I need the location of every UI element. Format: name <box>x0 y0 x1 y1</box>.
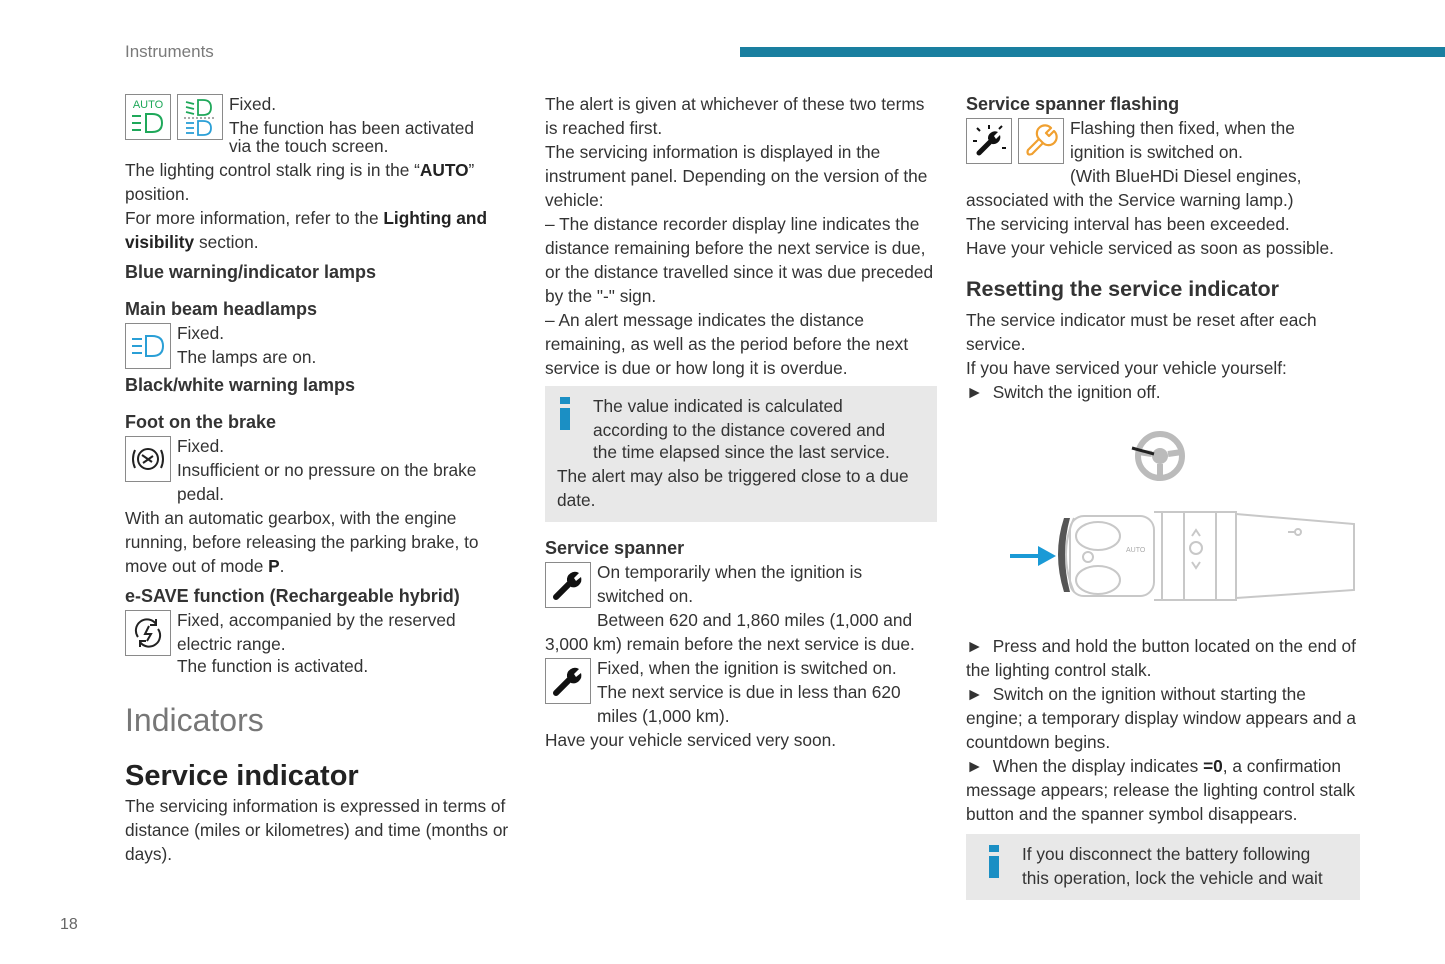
brake-block <box>125 434 515 578</box>
spanner-between-text: Between 620 and 1,860 miles (1,000 and 3,000 km) remain before the next service is due. <box>545 610 915 654</box>
flashing-block <box>966 116 1360 260</box>
column-2 <box>545 92 937 752</box>
bullet-marker: ► <box>966 382 984 402</box>
step-2-text: Press and hold the button located on the end of the lighting control stalk. <box>966 636 1356 680</box>
dash-item-2: – An alert message indicates the distance remaining, as well as the period before the next service is due or how long it is overdue. <box>545 310 909 378</box>
stalk-text-pre: The lighting control stalk ring is in the “ <box>125 160 420 180</box>
bluehdi-text: (With BlueHDi Diesel engines, associated with the Service warning lamp.) <box>966 166 1302 210</box>
step-3 <box>966 682 1360 754</box>
step-4-bold: =0 <box>1203 756 1223 776</box>
step-4-pre: When the display indicates <box>992 756 1204 776</box>
stalk-text-post: ” <box>468 160 475 180</box>
spanner-heading: Service spanner <box>545 538 685 558</box>
stalk-text-bold: AUTO <box>419 160 469 180</box>
brake-auto-bold: P <box>268 556 280 576</box>
step-2 <box>966 634 1360 682</box>
esave-icon <box>125 610 171 656</box>
info1-line1: The value indicated is calculated <box>593 396 843 416</box>
spanner-icon <box>545 658 591 704</box>
auto-badge-text: AUTO <box>132 98 164 111</box>
blue-lamps-heading: Blue warning/indicator lamps <box>125 262 377 282</box>
info-icon <box>986 842 1012 890</box>
service-indicator-title: Service indicator <box>125 760 359 792</box>
spanner-icon <box>545 562 591 608</box>
auto-lamp-block <box>125 92 515 254</box>
header-accent-bar <box>740 47 1445 57</box>
esave-block <box>125 608 515 678</box>
stalk-text-cont: position. <box>125 184 190 204</box>
dipped-headlamp-icon <box>177 94 223 140</box>
dash-item-1: – The distance recorder display line indicates the distance remaining before the next service is due, or the distance travelled since it was due preceded by the "-" sign. <box>545 214 934 306</box>
asap-text: Have your vehicle serviced as soon as possible. <box>966 238 1334 258</box>
main-beam-block <box>125 321 515 371</box>
step-1 <box>966 380 1360 404</box>
brake-text2: pedal. <box>177 484 225 504</box>
step-4-post: , a confirmation message appears; release the lighting control stalk button and the spanner symbol disappears. <box>966 756 1356 824</box>
bullet-marker: ► <box>966 636 984 656</box>
stalk-illustration <box>966 404 1360 634</box>
auto-headlamp-icon <box>125 94 171 140</box>
main-beam-fixed: Fixed. <box>177 323 225 343</box>
brake-heading: Foot on the brake <box>125 412 277 432</box>
lighting-stalk-illustration <box>1066 512 1354 600</box>
indicators-title: Indicators <box>125 702 264 738</box>
brake-auto-post: . <box>279 556 285 576</box>
lighting-section-reference: Lighting and visibility <box>125 208 488 252</box>
spanner-fixed-block <box>545 656 937 752</box>
flashing-heading: Service spanner flashing <box>966 94 1180 114</box>
column-3 <box>966 92 1360 900</box>
esave-text1: Fixed, accompanied by the reserved <box>177 610 456 630</box>
brake-text1: Insufficient or no pressure on the brake <box>177 460 477 480</box>
info-icon <box>557 394 583 442</box>
orange-spanner-icon <box>1018 118 1064 164</box>
spanner-soon-text: Have your vehicle serviced very soon. <box>545 730 837 750</box>
main-beam-heading: Main beam headlamps <box>125 299 318 319</box>
more-info-pre: For more information, refer to the <box>125 208 384 228</box>
flashing-text2: ignition is switched on. <box>1070 142 1243 162</box>
esave-activated: The function is activated. <box>177 656 369 676</box>
info-box-calculated <box>545 386 937 522</box>
brake-pedal-icon <box>125 436 171 482</box>
column-1 <box>125 92 515 866</box>
info1-extra: The alert may also be triggered close to a due date. <box>557 466 909 510</box>
more-info-post: section. <box>194 232 259 252</box>
bullet-marker: ► <box>966 684 984 704</box>
step-3-text: Switch on the ignition without starting the engine; a temporary display window appears and a countdown begins. <box>966 684 1357 752</box>
stalk-auto-label: AUTO <box>1126 547 1146 554</box>
page-number: 18 <box>60 916 78 933</box>
display-text: The servicing information is displayed in the instrument panel. Depending on the version of the vehicle: <box>545 142 928 210</box>
info-box-battery <box>966 834 1360 900</box>
stalk-text <box>125 158 515 206</box>
auto-text-line2: via the touch screen. <box>229 136 389 156</box>
main-beam-icon <box>125 323 171 369</box>
reset-yourself: If you have serviced your vehicle yourself: <box>966 358 1287 378</box>
main-beam-text: The lamps are on. <box>177 347 317 367</box>
step-1-text: Switch the ignition off. <box>992 382 1161 402</box>
flashing-text1: Flashing then fixed, when the <box>1070 118 1295 138</box>
reset-intro: The service indicator must be reset after each service. <box>966 310 1317 354</box>
spanner-fixed-line1: Fixed, when the ignition is switched on. <box>597 658 897 678</box>
running-header: Instruments <box>125 42 214 61</box>
alert-text: The alert is given at whichever of these two terms is reached first. <box>545 94 925 138</box>
flashing-spanner-icon <box>966 118 1012 164</box>
spanner-fixed-line2: The next service is due in less than 620 <box>597 682 901 702</box>
info2-line1: If you disconnect the battery following <box>1022 844 1311 864</box>
brake-auto-pre: With an automatic gearbox, with the engine running, before releasing the parking brake, to move out of mode <box>125 508 479 576</box>
auto-fixed-text: Fixed. <box>229 94 277 114</box>
bullet-marker: ► <box>966 756 984 776</box>
brake-auto-text <box>125 506 515 578</box>
brake-fixed: Fixed. <box>177 436 225 456</box>
spanner-temp-line2: switched on. <box>597 586 694 606</box>
more-info-text <box>125 206 515 254</box>
step-4 <box>966 754 1360 826</box>
auto-text-line1: The function has been activated <box>229 118 474 138</box>
reset-heading: Resetting the service indicator <box>966 277 1280 301</box>
spanner-fixed-line3: miles (1,000 km). <box>597 706 730 726</box>
info1-line2: according to the distance covered and <box>593 420 886 440</box>
exceeded-text: The servicing interval has been exceeded. <box>966 214 1290 234</box>
bw-lamps-heading: Black/white warning lamps <box>125 375 356 395</box>
info2-line2: this operation, lock the vehicle and wait <box>1022 868 1323 888</box>
esave-heading: e-SAVE function (Rechargeable hybrid) <box>125 586 460 606</box>
service-intro-text: The servicing information is expressed in terms of distance (miles or kilometres) and time (months or days). <box>125 796 509 864</box>
arrow-icon <box>1010 546 1056 566</box>
spanner-temp-block <box>545 560 937 656</box>
steering-wheel-illustration <box>1132 434 1182 478</box>
info1-rest: the time elapsed since the last service. <box>593 442 890 462</box>
spanner-temp-line1: On temporarily when the ignition is <box>597 562 863 582</box>
esave-text2: electric range. <box>177 634 286 654</box>
